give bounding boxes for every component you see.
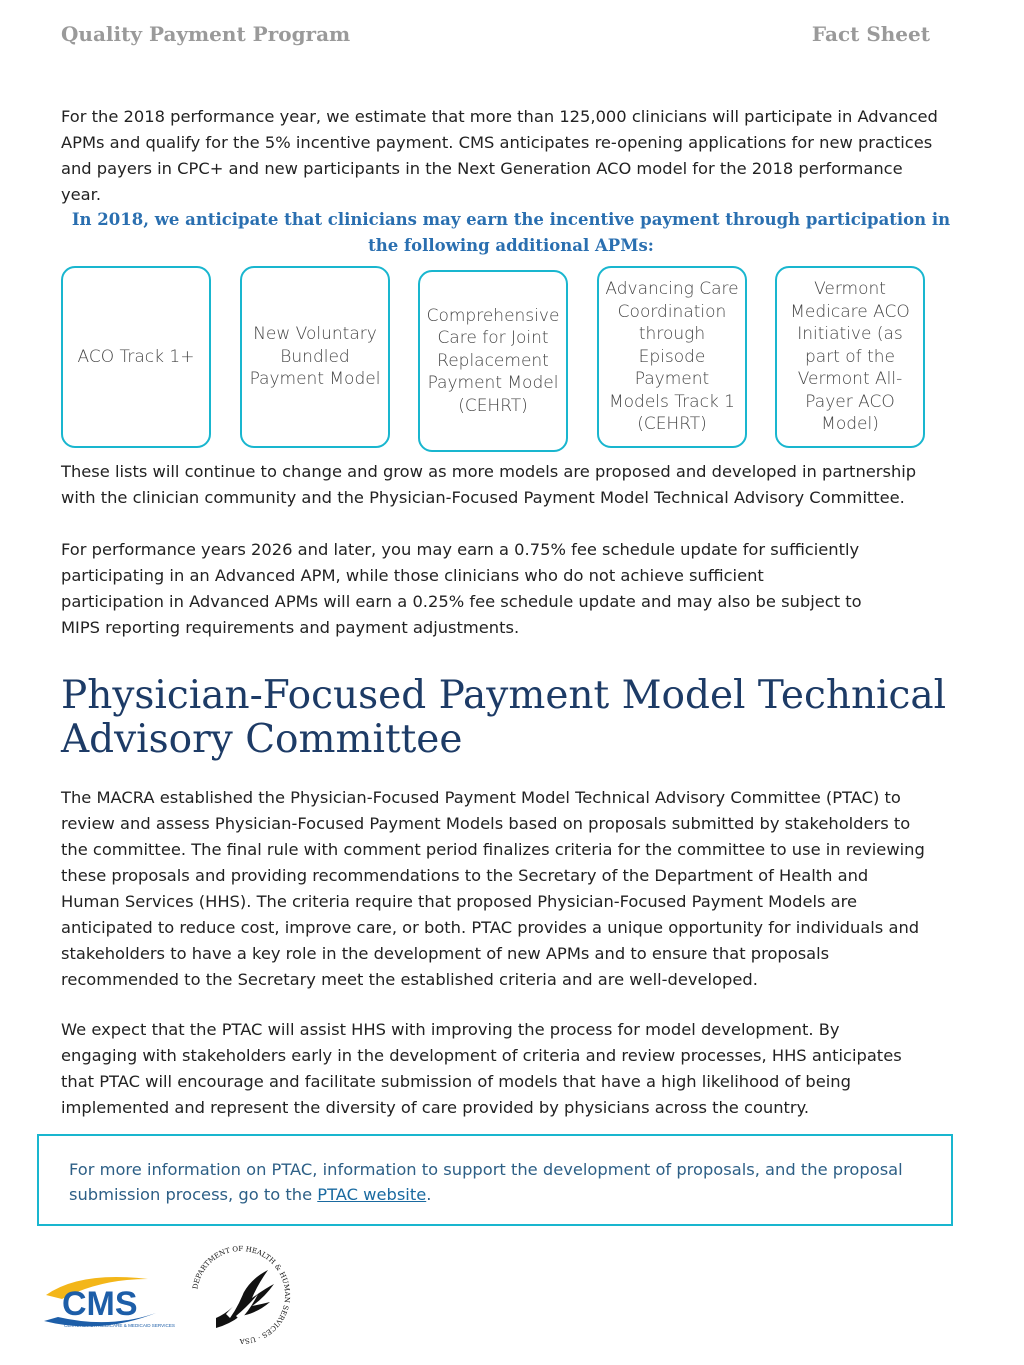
apm-box-bundled-payment: [240, 266, 390, 448]
hhs-seal-text: DEPARTMENT OF HEALTH & HUMAN SERVICES · USA: [191, 1244, 292, 1346]
apm-box-label: New Voluntary Bundled Payment Model: [249, 324, 381, 390]
info-text-end: .: [426, 1185, 432, 1204]
ptac-website-link[interactable]: PTAC website: [317, 1185, 427, 1204]
apm-box-label: Advancing Care Coordination through Episode Payment Models Track 1 (CEHRT): [605, 279, 739, 435]
apm-box-label: ACO Track 1+: [77, 346, 195, 367]
intro-paragraph: For the 2018 performance year, we estimate that more than 125,000 clinicians will participate in Advanced APMs and qualify for the 5% incentive payment. CMS anticipates re-opening applications for new practices and payers in CPC+ and new participants in the Next Generation ACO model for the 2018 performance year.: [61, 107, 938, 204]
macra-paragraph: The MACRA established the Physician-Focused Payment Model Technical Advisory Committee (PTAC) to review and assess Physician-Focused Payment Models based on proposals submitted by stakeholders to the committee. The final rule with comment period finalizes criteria for the committee to use in reviewing these proposals and providing recommendations to the Secretary of the Department of Health and Human Services (HHS). The criteria require that proposed Physician-Focused Payment Models are anticipated to reduce cost, improve care, or both. PTAC provides a unique opportunity for individuals and stakeholders to have a key role in the development of new APMs and to ensure that proposals recommended to the Secretary meet the established criteria and are well-developed.: [61, 788, 925, 989]
document-type: Fact Sheet: [811, 22, 930, 46]
lists-paragraph: These lists will continue to change and grow as more models are proposed and developed in partnership with the clinician community and the Physician-Focused Payment Model Technical Advisory Committee.: [61, 462, 917, 507]
apm-callout: In 2018, we anticipate that clinicians may earn the incentive payment through participation in the following additional APMs:: [71, 210, 951, 255]
apm-box-joint-replacement: [418, 270, 568, 452]
cms-logo: [40, 1265, 180, 1335]
apm-box-list: [61, 266, 931, 452]
apm-box-aco-track: [61, 266, 211, 448]
apm-box-label: Comprehensive Care for Joint Replacement Payment Model (CEHRT): [426, 305, 560, 416]
apm-box-vermont-aco: [775, 266, 925, 448]
ptac-paragraph: We expect that the PTAC will assist HHS with improving the process for model development. By engaging with stakeholders early in the development of criteria and review processes, HHS anticipates that PTAC will encourage and facilitate submission of models that have a high likelihood of being implemented and represent the diversity of care provided by physicians across the country.: [61, 1020, 902, 1117]
info-text: For more information on PTAC, information to support the development of proposals, and the proposal submission process, go to the: [69, 1160, 903, 1204]
hhs-seal-icon: [186, 1240, 296, 1350]
program-name: Quality Payment Program: [61, 22, 351, 46]
section-title: Physician-Focused Payment Model Technical Advisory Committee: [61, 673, 947, 762]
apm-box-episode-payment: [597, 266, 747, 448]
cms-logo-text: CMS: [62, 1285, 138, 1323]
info-box: [37, 1134, 953, 1226]
apm-box-label: Vermont Medicare ACO Initiative (as part of the Vermont All-Payer ACO Model): [790, 279, 910, 435]
page-header: [61, 22, 930, 46]
performance-paragraph: For performance years 2026 and later, you may earn a 0.75% fee schedule update for sufficiently participating in an Advanced APM, while those clinicians who do not achieve sufficient participation in Advanced APMs will earn a 0.25% fee schedule update and may also be subject to MIPS reporting requirements and payment adjustments.: [61, 540, 862, 637]
cms-logo-subtitle: CENTERS FOR MEDICARE & MEDICAID SERVICES: [64, 1323, 175, 1328]
